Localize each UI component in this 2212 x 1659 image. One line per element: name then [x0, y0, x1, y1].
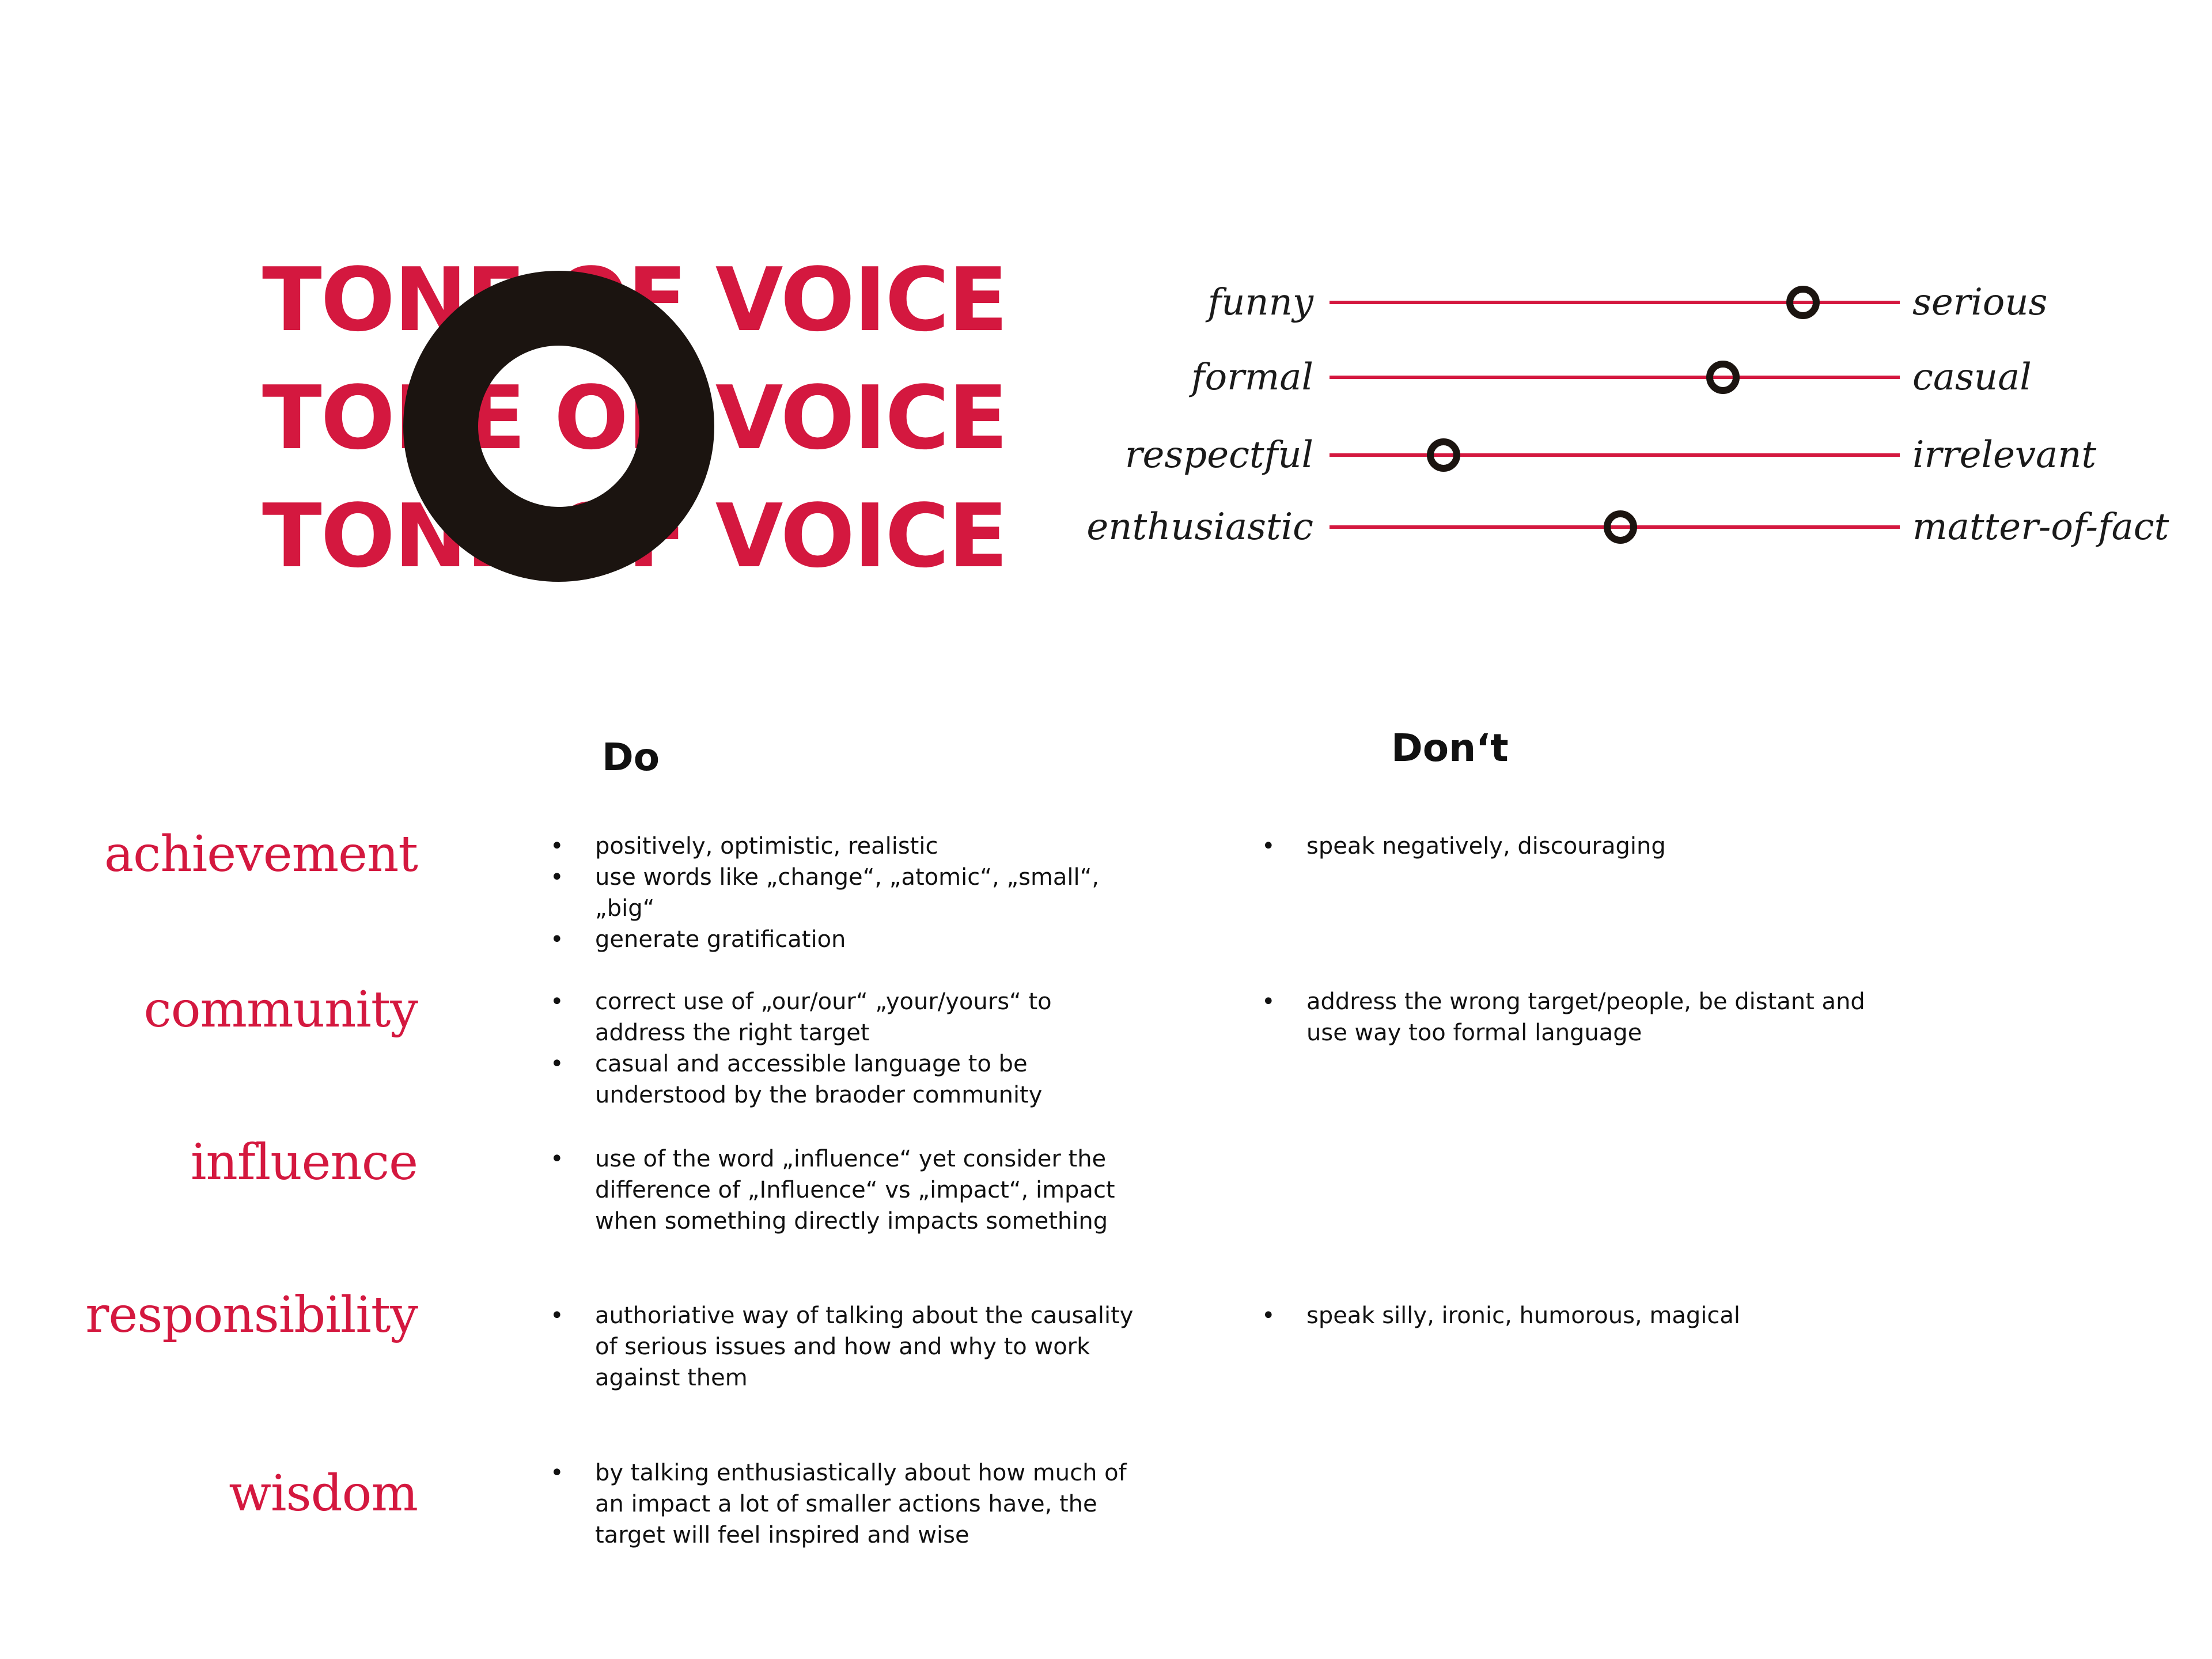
- list-item: • use words like „change“, „atomic“, „small“, „big“: [550, 862, 1143, 924]
- scale-knob[interactable]: [1706, 361, 1740, 394]
- dont-list-community: [1262, 986, 1895, 1048]
- title-line-1: TONE OF VOICE: [262, 249, 1007, 351]
- dont-heading: Don‘t: [1391, 726, 1509, 770]
- scale-track: [1330, 453, 1900, 457]
- scale-enthusiastic-matter-of-fact: [0, 506, 2212, 548]
- dont-list-responsibility: [1262, 1300, 1895, 1331]
- scale-knob[interactable]: [1604, 510, 1637, 544]
- list-item: • authoriative way of talking about the causality of serious issues and how and why to work against them: [550, 1300, 1143, 1393]
- do-list-community: [550, 986, 1143, 1111]
- row-label-influence: influence: [191, 1134, 418, 1191]
- ring-graphic: [403, 271, 714, 582]
- do-list-achievement: [550, 831, 1143, 955]
- scale-knob[interactable]: [1786, 286, 1820, 319]
- scale-left-label: enthusiastic: [1086, 506, 1313, 548]
- scale-right-label: casual: [1912, 356, 2032, 399]
- title-line-2: TONE OF VOICE: [262, 367, 1007, 469]
- list-item: • generate gratification: [550, 924, 1143, 955]
- scale-right-label: serious: [1912, 281, 2048, 324]
- scale-funny-serious: [0, 281, 2212, 324]
- row-label-wisdom: wisdom: [229, 1465, 418, 1522]
- do-list-responsibility: [550, 1300, 1143, 1393]
- do-list-influence: [550, 1143, 1143, 1237]
- scale-left-label: respectful: [1124, 434, 1313, 476]
- scale-right-label: irrelevant: [1912, 434, 2097, 476]
- scale-right-label: matter-of-fact: [1912, 506, 2169, 548]
- list-item: • speak silly, ironic, humorous, magical: [1262, 1300, 1895, 1331]
- scale-knob[interactable]: [1427, 438, 1460, 472]
- title-line-3: TONE OF VOICE: [262, 485, 1007, 587]
- list-item: • address the wrong target/people, be distant and use way too formal language: [1262, 986, 1895, 1048]
- scale-left-label: funny: [1207, 281, 1313, 324]
- row-label-responsibility: responsibility: [85, 1286, 418, 1344]
- list-item: • correct use of „our/our“ „your/yours“ to address the right target: [550, 986, 1143, 1048]
- scale-formal-casual: [0, 356, 2212, 399]
- list-item: • use of the word „influence“ yet consider the difference of „Influence“ vs „impact“, impact when something directly impacts something: [550, 1143, 1143, 1237]
- scale-respectful-irrelevant: [0, 434, 2212, 476]
- row-label-achievement: achievement: [104, 825, 418, 883]
- row-label-community: community: [143, 981, 418, 1039]
- list-item: • by talking enthusiastically about how much of an impact a lot of smaller actions have, the target will feel inspired and wise: [550, 1457, 1143, 1551]
- do-list-wisdom: [550, 1457, 1143, 1551]
- do-heading: Do: [602, 735, 660, 779]
- list-item: • positively, optimistic, realistic: [550, 831, 1143, 862]
- scale-left-label: formal: [1191, 356, 1313, 399]
- dont-list-achievement: [1262, 831, 1895, 862]
- scale-track: [1330, 376, 1900, 379]
- list-item: • speak negatively, discouraging: [1262, 831, 1895, 862]
- list-item: • casual and accessible language to be understood by the braoder community: [550, 1048, 1143, 1111]
